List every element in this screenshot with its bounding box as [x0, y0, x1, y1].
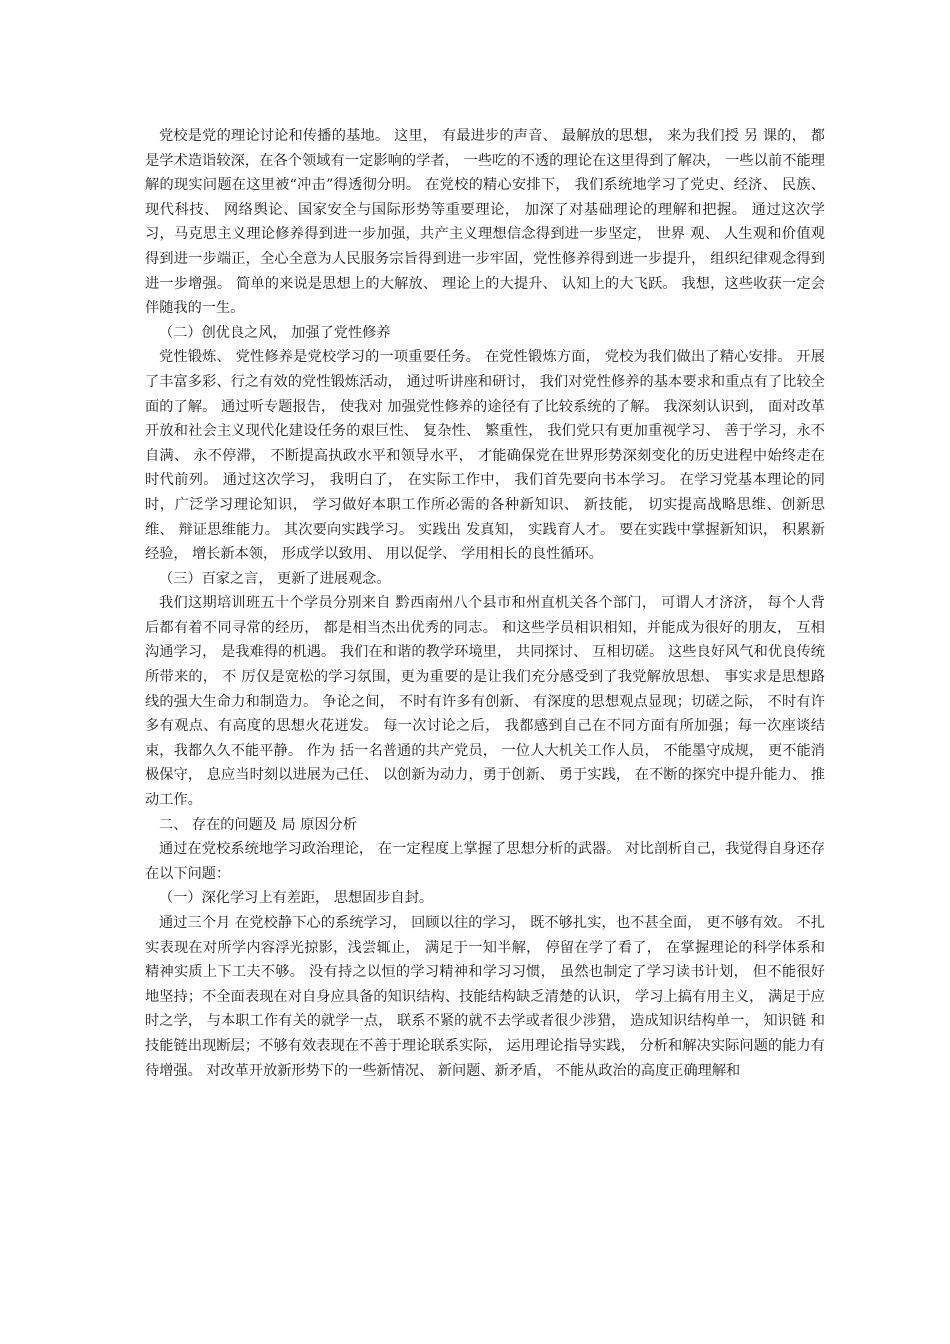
chapter-heading-problems: 二、 存在的问题及 局 原因分析 [159, 816, 357, 833]
paragraph-classmates: 我们这期培训班五十个学员分别来自 黔西南州八个县市和州直机关各个部门， 可谓人才济济， 每个人背后都有着不同寻常的经历， 都是相当杰出优秀的同志。 和这些学员相识相知，并能成为很好的朋友， 互相沟通学习， 是我难得的机遇。 我们在和谐的教学环境里， 共同探讨、 互相切磋。 这些良好风气和优良传统所带来的， 不 厉仅是宽松的学习氛围，更为重要的是让我们充分感受到了我党解放思想、 事实求是思想路线的强大生命力和制造力。 争论之间， 不时有许多有创新、 有深度的思想观点显现；切磋之际， 不时有许多有观点、有高度的思想火花迸发。 每一次讨论之后， 我都感到自己在不同方面有所加强；每一次座谈结束，我都久久不能平静。 作为 括一名普通的共产党员， 一位人大机关工作人员， 不能墨守成规， 更不能消极保守， 息应当时刻以进展为己任、 以创新为动力，勇于创新、 勇于实践， 在不断的探究中提升能力、 推动工作。 [145, 595, 825, 809]
section-heading-3: （三）百家之言， 更新了进展观念。 [159, 570, 391, 587]
document-body [145, 124, 825, 1083]
paragraph-party-school-base: 党校是党的理论讨论和传播的基地。 这里， 有最进步的声音、 最解放的思想， 来为我们授 另 课的， 都是学术造诣较深，在各个领域有一定影响的学者， 一些吃的不透的理论在这里得到了解决， 一些以前不能理解的现实问题在这里被“冲击”得透彻分明。 在党校的精心安排下， 我们系统地学习了党史、经济、 民族、 现代科技、 网络舆论、国家安全与国际形势等重要理论， 加深了对基础理论的理解和把握。 通过这次学习，马克思主义理论修养得到进一步加强，共产主义理想信念得到进一步坚定， 世界 观、 人生观和价值观得到进一步端正，全心全意为人民服务宗旨得到进一步牢固，党性修养得到进一步提升， 组织纪律观念得到进一步增强。 简单的来说是思想上的大解放、 理论上的大提升、 认知上的大飞跃。 我想，这些收获一定会伴随我的一生。 [145, 128, 825, 317]
paragraph-party-cultivation: 党性锻炼、 党性修养是党校学习的一项重要任务。 在党性锻炼方面， 党校为我们做出了精心安排。 开展了丰富多彩、行之有效的党性锻炼活动， 通过听讲座和研讨， 我们对党性修养的基本要求和重点有了比较全面的了解。 通过听专题报告， 使我对 加强党性修养的途径有了比较系统的了解。 我深刻认识到， 面对改革开放和社会主义现代化建设任务的艰巨性、 复杂性、 繁重性， 我们党只有更加重视学习、 善于学习，永不自满、 永不停滞， 不断提高执政水平和领导水平， 才能确保党在世界形势深刻变化的历史进程中始终走在时代前列。 通过这次学习， 我明白了， 在实际工作中， 我们首先要向书本学习。 在学习党基本理论的同时，广泛学习理论知识， 学习做好本职工作所必需的各种新知识、 新技能， 切实提高战略思维、创新思维、 辩证思维能力。 其次要向实践学习。 实践出 发真知， 实践育人才。 要在实践中掌握新知识， 积累新经验， 增长新本领， 形成学以致用、 用以促学、 学用相长的良性循环。 [145, 349, 825, 563]
section-heading-2: （二）创优良之风， 加强了党性修养 [159, 324, 391, 341]
paragraph-study-gap: 通过三个月 在党校静下心的系统学习， 回顾以往的学习， 既不够扎实，也不甚全面， 更不够有效。 不扎实表现在对所学内容浮光掠影，浅尝辄止， 满足于一知半解， 停留在学了看了， 在掌握理论的科学体系和精神实质上下工夫不够。 没有持之以恒的学习精神和学习习惯， 虽然也制定了学习读书计划， 但不能很好地坚持；不全面表现在对自身应具备的知识结构、技能结构缺乏清楚的认识， 学习上搞有用主义， 满足于应时之学， 与本职工作有关的就学一点， 联系不紧的就不去学或者很少涉猎， 造成知识结构单一， 知识链 和技能链出现断层；不够有效表现在不善于理论联系实际， 运用理论指导实践， 分析和解决实际问题的能力有待增强。 对改革开放新形势下的一些新情况、 新问题、新矛盾， 不能从政治的高度正确理解和 [145, 915, 825, 1079]
section-heading-problem-1: （一）深化学习上有差距， 思想固步自封。 [159, 890, 434, 907]
paragraph-problems-intro: 通过在党校系统地学习政治理论， 在一定程度上掌握了思想分析的武器。 对比剖析自己，我觉得自身还存在以下问题： [145, 841, 825, 882]
